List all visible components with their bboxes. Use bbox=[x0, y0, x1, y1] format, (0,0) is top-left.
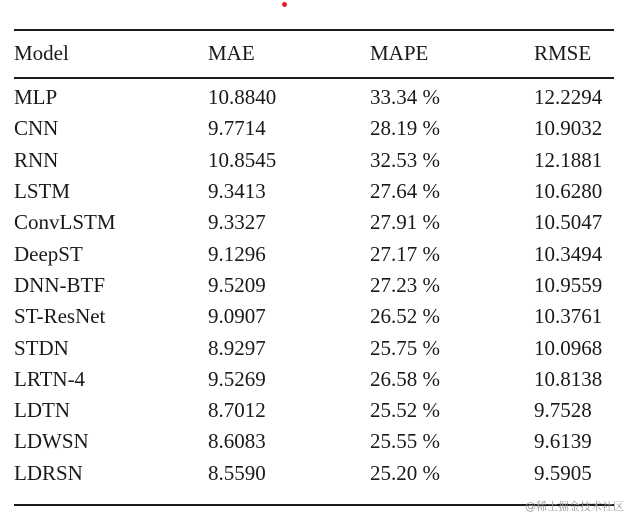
cell-rmse: 10.5047 bbox=[534, 210, 603, 235]
table-body bbox=[14, 68, 614, 489]
cell-mape: 26.58 % bbox=[370, 366, 440, 391]
cell-mape: 27.23 % bbox=[370, 272, 440, 297]
table-row bbox=[14, 458, 614, 489]
cell-mae: 9.7714 bbox=[208, 116, 266, 141]
cell-model: LRTN-4 bbox=[14, 366, 86, 391]
table-row bbox=[14, 301, 614, 332]
cell-rmse: 10.0968 bbox=[534, 335, 603, 360]
table-row bbox=[14, 113, 614, 144]
cell-mae: 9.5209 bbox=[208, 272, 266, 297]
cell-model: DeepST bbox=[14, 241, 83, 266]
cell-mape: 32.53 % bbox=[370, 147, 440, 172]
table-row bbox=[14, 332, 614, 363]
cell-model: DNN-BTF bbox=[14, 272, 106, 297]
red-dot-marker bbox=[282, 2, 287, 7]
cell-mae: 9.3413 bbox=[208, 179, 266, 204]
cell-mae: 9.5269 bbox=[208, 366, 266, 391]
cell-mae: 8.6083 bbox=[208, 429, 266, 454]
table-row bbox=[14, 68, 614, 113]
table-row bbox=[14, 364, 614, 395]
cell-rmse: 10.9559 bbox=[534, 272, 603, 297]
cell-rmse: 10.8138 bbox=[534, 366, 603, 391]
header-mae: MAE bbox=[208, 40, 255, 65]
cell-mae: 9.3327 bbox=[208, 210, 266, 235]
cell-model: ConvLSTM bbox=[14, 210, 116, 235]
cell-rmse: 12.2294 bbox=[534, 85, 603, 110]
cell-mape: 27.91 % bbox=[370, 210, 440, 235]
table-top-rule bbox=[14, 29, 614, 31]
cell-model: LDWSN bbox=[14, 429, 89, 454]
cell-mae: 9.1296 bbox=[208, 241, 266, 266]
cell-mape: 26.52 % bbox=[370, 304, 440, 329]
results-table bbox=[14, 38, 614, 489]
cell-model: RNN bbox=[14, 147, 59, 172]
watermark: @稀土掘金技术社区 bbox=[525, 500, 624, 513]
cell-mae: 8.7012 bbox=[208, 398, 266, 423]
cell-mape: 25.52 % bbox=[370, 398, 440, 423]
cell-mae: 8.5590 bbox=[208, 460, 266, 485]
cell-rmse: 10.3494 bbox=[534, 241, 603, 266]
cell-mape: 25.75 % bbox=[370, 335, 440, 360]
header-row bbox=[14, 38, 614, 68]
cell-rmse: 10.3761 bbox=[534, 304, 603, 329]
table-row bbox=[14, 207, 614, 238]
cell-rmse: 9.5905 bbox=[534, 460, 592, 485]
cell-model: STDN bbox=[14, 335, 69, 360]
cell-rmse: 10.6280 bbox=[534, 179, 603, 204]
cell-mape: 28.19 % bbox=[370, 116, 440, 141]
cell-model: LSTM bbox=[14, 179, 71, 204]
table-row bbox=[14, 145, 614, 176]
cell-mape: 33.34 % bbox=[370, 85, 440, 110]
cell-model: MLP bbox=[14, 85, 58, 110]
cell-rmse: 12.1881 bbox=[534, 147, 603, 172]
cell-mape: 27.64 % bbox=[370, 179, 440, 204]
header-mape: MAPE bbox=[370, 40, 429, 65]
header-model: Model bbox=[14, 40, 69, 65]
cell-mae: 8.9297 bbox=[208, 335, 266, 360]
cell-mae: 10.8545 bbox=[208, 147, 277, 172]
cell-model: LDTN bbox=[14, 398, 70, 423]
table-row bbox=[14, 426, 614, 457]
header-rmse: RMSE bbox=[534, 40, 592, 65]
cell-model: LDRSN bbox=[14, 460, 83, 485]
cell-mape: 25.20 % bbox=[370, 460, 440, 485]
cell-mape: 27.17 % bbox=[370, 241, 440, 266]
cell-rmse: 9.6139 bbox=[534, 429, 592, 454]
cell-model: CNN bbox=[14, 116, 59, 141]
cell-mae: 9.0907 bbox=[208, 304, 266, 329]
cell-mae: 10.8840 bbox=[208, 85, 277, 110]
cell-rmse: 9.7528 bbox=[534, 398, 592, 423]
cell-rmse: 10.9032 bbox=[534, 116, 603, 141]
table-row bbox=[14, 238, 614, 269]
table-bottom-rule bbox=[14, 504, 614, 506]
cell-mape: 25.55 % bbox=[370, 429, 440, 454]
table-row bbox=[14, 176, 614, 207]
table-row bbox=[14, 270, 614, 301]
table-row bbox=[14, 395, 614, 426]
cell-model: ST-ResNet bbox=[14, 304, 106, 329]
